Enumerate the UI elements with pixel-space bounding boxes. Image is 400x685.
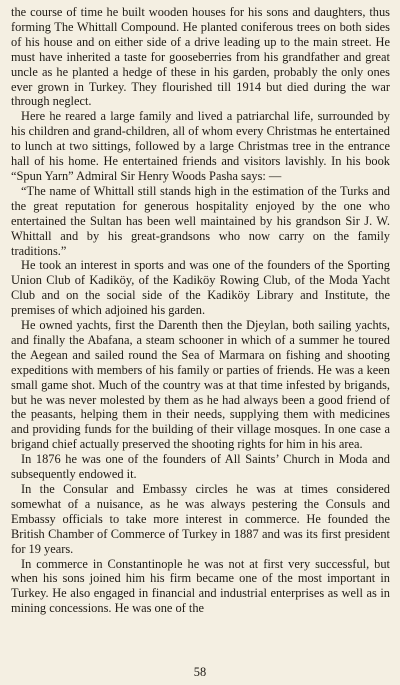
paragraph-consular: In the Consular and Embassy circles he was at times considered somewhat of a nuisance, as he was always pestering the Consuls and Embassy officials to take more interest in commerce. He founded the British Chamber of Commerce of Turkey in 1887 and was its first president for 19 years. xyxy=(11,482,390,556)
paragraph-sports: He took an interest in sports and was one of the founders of the Sporting Union Club of Kadiköy, of the Kadiköy Rowing Club, of the Moda Yacht Club and on the social side of the Kadiköy Library and Institute, the premises of which adjoined his garden. xyxy=(11,258,390,318)
paragraph-continuation: the course of time he built wooden houses for his sons and daughters, thus forming The Whittall Compound. He planted coniferous trees on both sides of his house and on either side of a drive leading up to the main street. He must have inherited a taste for gooseberries from his grandfather and great uncle as he planted a hedge of these in his garden, probably the only ones ever grown in Turkey. They flourished till 1914 but died during the war through neglect. xyxy=(11,5,390,109)
paragraph-family-life: Here he reared a large family and lived a patriarchal life, surrounded by his children and grand-children, all of whom every Christmas he entertained to lunch at two sittings, followed by a large Christmas tree in the entrance hall of his home. He entertained friends and visitors lavishly. In his book “Spun Yarn” Admiral Sir Henry Woods Pasha says: — xyxy=(11,109,390,183)
paragraph-church: In 1876 he was one of the founders of All Saints’ Church in Moda and subsequently endowed it. xyxy=(11,452,390,482)
page-number: 58 xyxy=(193,665,207,680)
paragraph-yachts: He owned yachts, first the Darenth then the Djeylan, both sailing yachts, and finally the Abafana, a steam schooner in which of a summer he toured the Aegean and sailed round the Sea of Marmara on fishing and shooting expeditions with members of his family or parties of friends. He was a keen small game shot. Much of the country was at that time infested by brigands, but he was never molested by them as he had always been a good friend of the peasants, helping them in their needs, supplying them with medicines and providing funds for the building of their village mosques. In one case a brigand chief actually preserved the shooting rights for him in his area. xyxy=(11,318,390,452)
paragraph-quotation: “The name of Whittall still stands high in the estimation of the Turks and the great reputation for generous hospitality enjoyed by the one who entertained the Sultan has been well maintained by his grandson Sir J. W. Whittall and by his great-grandsons who now carry on the family traditions.” xyxy=(11,183,390,258)
paragraph-commerce: In commerce in Constantinople he was not at first very successful, but when his sons joined him his firm became one of the most important in Turkey. He also engaged in financial and industrial enterprises as well as in mining concessions. He was one of the xyxy=(11,556,390,616)
